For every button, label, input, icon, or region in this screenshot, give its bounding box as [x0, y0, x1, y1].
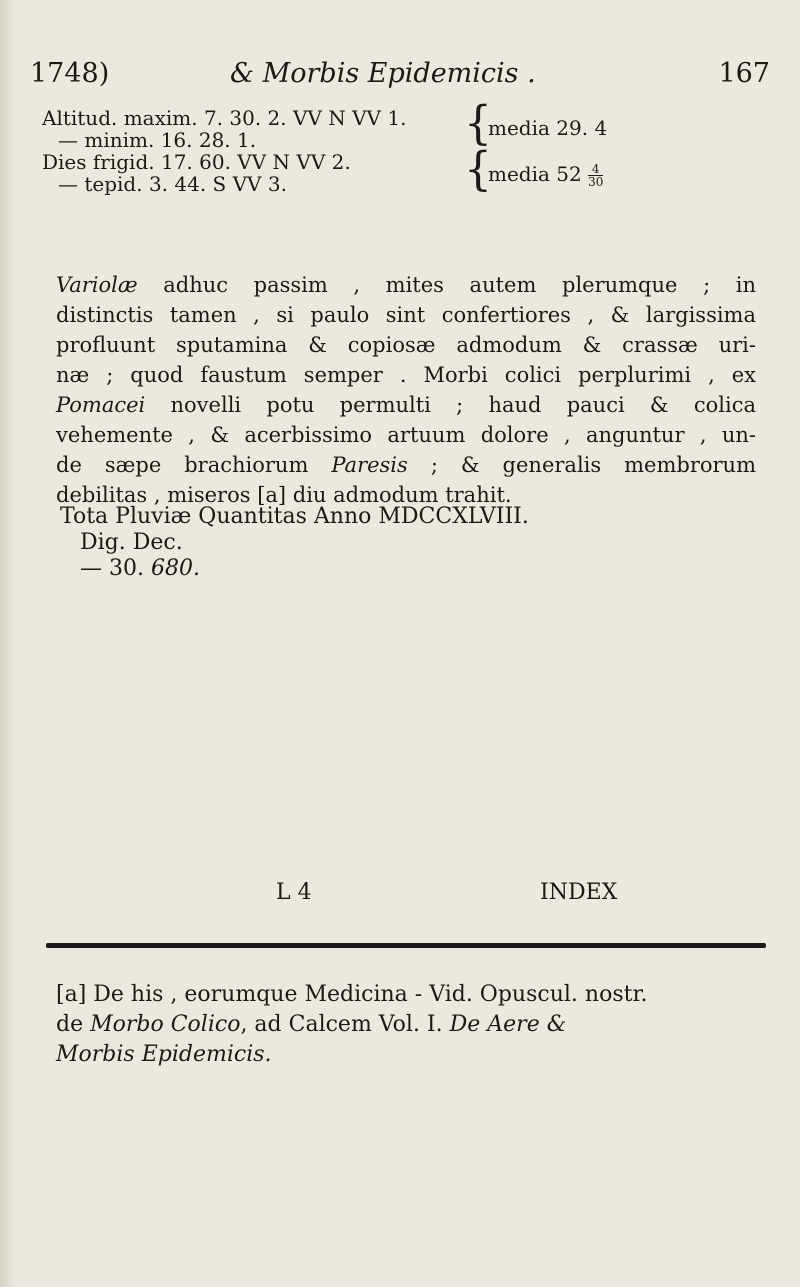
table-row-days-cold: Dies frigid. 17. 60. VV N VV 2.: [42, 150, 351, 174]
rain-total-heading: Tota Pluviæ Quantitas Anno MDCCXLVIII.: [60, 504, 529, 529]
table-row-days-warm: — tepid. 3. 44. S VV 3.: [58, 172, 287, 196]
page-number: 167: [718, 58, 770, 89]
header-title: & Morbis Epidemicis .: [230, 58, 536, 89]
footnote-line: de Morbo Colico, ad Calcem Vol. I. De Aere &: [56, 1012, 567, 1037]
paragraph-line: Pomacei novelli potu permulti ; haud pauci & colica: [56, 393, 756, 417]
page-spine-shadow: [0, 0, 16, 1287]
paragraph-line: de sæpe brachiorum Paresis ; & generalis membrorum: [56, 453, 756, 477]
paragraph-line: profluunt sputamina & copiosæ admodum & crassæ uri-: [56, 333, 756, 357]
brace-icon: {: [464, 142, 492, 197]
paragraph-line: Variolæ adhuc passim , mites autem plerumque ; in: [56, 273, 756, 297]
rain-units: Dig. Dec.: [80, 530, 183, 555]
paragraph-line: debilitas , miseros [a] diu admodum trahit.: [56, 483, 512, 507]
table-row-altitude-max: Altitud. maxim. 7. 30. 2. VV N VV 1.: [42, 106, 407, 130]
running-header: [30, 58, 770, 98]
footnote: [56, 980, 756, 1070]
footnote-rule: [46, 943, 766, 948]
paragraph-line: vehemente , & acerbissimo artuum dolore , anguntur , un-: [56, 423, 756, 447]
footnote-line: [a] De his , eorumque Medicina - Vid. Opuscul. nostr.: [56, 982, 648, 1007]
footnote-line: Morbis Epidemicis.: [56, 1042, 272, 1067]
paragraph-line: næ ; quod faustum semper . Morbi colici perplurimi , ex: [56, 363, 756, 387]
media-value-1: media 29. 4: [488, 116, 608, 140]
catchword: INDEX: [540, 880, 618, 905]
brace-icon: {: [464, 96, 492, 151]
header-year: 1748): [30, 58, 110, 89]
media-value-2: media 52 $\frac{4}{30}$: [488, 162, 604, 189]
rain-value: — 30. 680.: [80, 556, 200, 581]
signature-mark: L 4: [276, 880, 312, 905]
table-row-altitude-min: — minim. 16. 28. 1.: [58, 128, 257, 152]
body-paragraph: [56, 270, 756, 510]
paragraph-line: distinctis tamen , si paulo sint confertiores , & largissima: [56, 303, 756, 327]
